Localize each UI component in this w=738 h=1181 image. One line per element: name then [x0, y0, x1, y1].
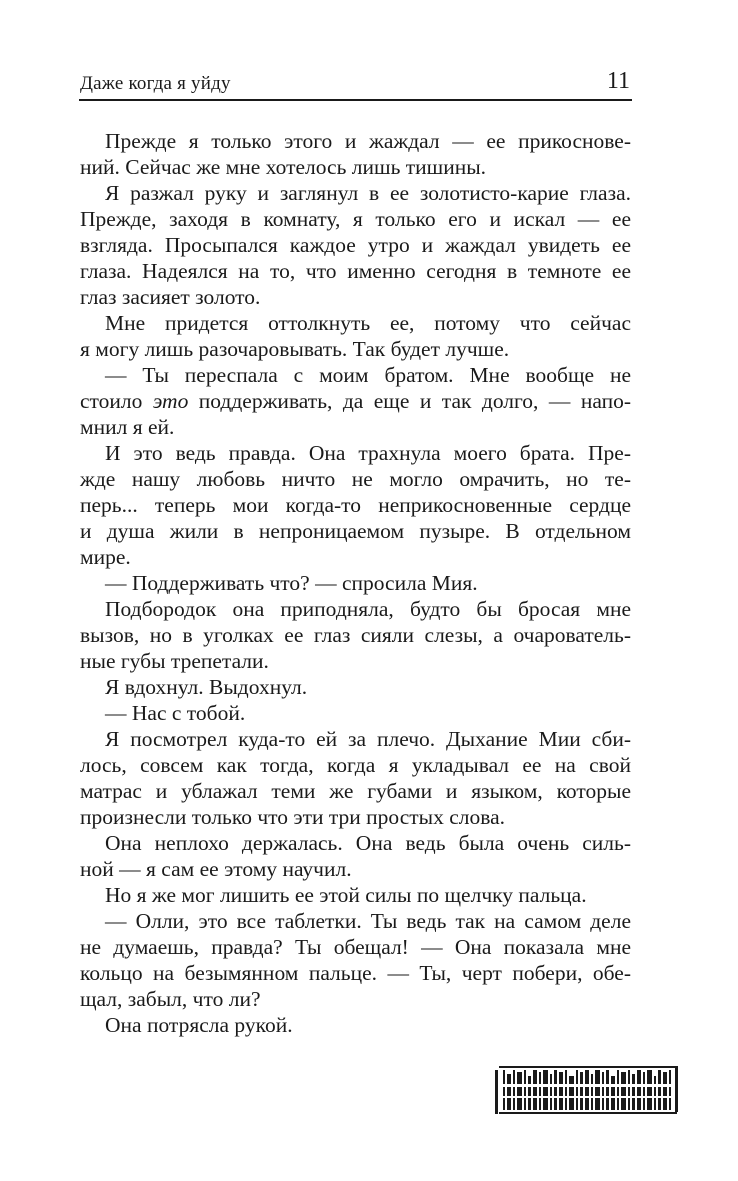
- text-line: я могу лишь разочаровывать. Так будет лучше.: [80, 337, 510, 361]
- text-line: Прежде я только этого и жаждал — ее прикоснове-: [105, 129, 631, 153]
- text-line: ной — я сам ее этому научил.: [80, 857, 352, 881]
- text-line: глаз засияет золото.: [80, 285, 261, 309]
- text-line: Я вдохнул. Выдохнул.: [105, 675, 308, 699]
- paragraph: [80, 570, 631, 596]
- text-line: — Ты переспала с моим братом. Мне вообще не: [105, 363, 631, 387]
- text-line: мнил я ей.: [80, 415, 175, 439]
- text-line: жде нашу любовь ничто не могло омрачить, но те-: [80, 467, 631, 491]
- text-line: ные губы трепетали.: [80, 649, 269, 673]
- text-line: Она неплохо держалась. Она ведь была очень силь-: [105, 831, 631, 855]
- paragraph: [80, 830, 631, 882]
- header-rule: [79, 99, 632, 101]
- text-line: Я посмотрел куда-то ей за плечо. Дыхание Мии сби-: [105, 727, 631, 751]
- running-head: [80, 68, 632, 98]
- text-line: произнесли только что эти три простых слова.: [80, 805, 506, 829]
- text-line: и душа жили в непроницаемом пузыре. В отдельном: [80, 519, 631, 543]
- paragraph: [80, 596, 631, 674]
- text-line: лось, совсем как тогда, когда я укладывал ее на свой: [80, 753, 631, 777]
- text-line: Но я же мог лишить ее этой силы по щелчку пальца.: [105, 883, 587, 907]
- watermark-stamp: [491, 1060, 681, 1118]
- paragraph: [80, 440, 631, 570]
- body-text: [80, 128, 631, 1038]
- paragraph: [80, 700, 631, 726]
- text-fragment: поддерживать, да еще и так долго, — напо-: [188, 389, 631, 413]
- text-line: [80, 388, 631, 414]
- paragraph: [80, 310, 631, 362]
- text-line: — Олли, это все таблетки. Ты ведь так на самом деле: [105, 909, 631, 933]
- paragraph: [80, 1012, 631, 1038]
- text-line: матрас и ублажал теми же губами и языком, которые: [80, 779, 631, 803]
- emphasis: это: [152, 389, 189, 413]
- text-line: мире.: [80, 545, 131, 569]
- paragraph: [80, 726, 631, 830]
- text-line: Подбородок она приподняла, будто бы бросая мне: [105, 597, 631, 621]
- paragraph: [80, 908, 631, 1012]
- text-line: Прежде, заходя в комнату, я только его и искал — ее: [80, 207, 631, 231]
- paragraph: [80, 362, 631, 440]
- paragraph: [80, 180, 631, 310]
- text-line: щал, забыл, что ли?: [80, 987, 261, 1011]
- text-fragment: стоило: [80, 389, 153, 413]
- text-line: Она потрясла рукой.: [105, 1013, 293, 1037]
- text-line: — Поддерживать что? — спросила Мия.: [105, 571, 478, 595]
- running-title: Даже когда я уйду: [80, 73, 231, 94]
- paragraph: [80, 674, 631, 700]
- text-line: взгляда. Просыпался каждое утро и жаждал увидеть ее: [80, 233, 631, 257]
- text-line: И это ведь правда. Она трахнула моего брата. Пре-: [105, 441, 631, 465]
- text-line: глаза. Надеялся на то, что именно сегодня в темноте ее: [80, 259, 631, 283]
- paragraph: [80, 128, 631, 180]
- text-line: не думаешь, правда? Ты обещал! — Она показала мне: [80, 935, 631, 959]
- text-line: Я разжал руку и заглянул в ее золотисто-карие глаза.: [105, 181, 631, 205]
- text-line: кольцо на безымянном пальце. — Ты, черт побери, обе-: [80, 961, 631, 985]
- text-line: ний. Сейчас же мне хотелось лишь тишины.: [80, 155, 487, 179]
- text-line: Мне придется оттолкнуть ее, потому что сейчас: [105, 311, 631, 335]
- page-number: 11: [606, 68, 630, 94]
- text-line: вызов, но в уголках ее глаз сияли слезы, а очарователь-: [80, 623, 631, 647]
- text-line: — Нас с тобой.: [105, 701, 246, 725]
- text-line: перь... теперь мои когда-то неприкосновенные сердце: [80, 493, 631, 517]
- paragraph: [80, 882, 631, 908]
